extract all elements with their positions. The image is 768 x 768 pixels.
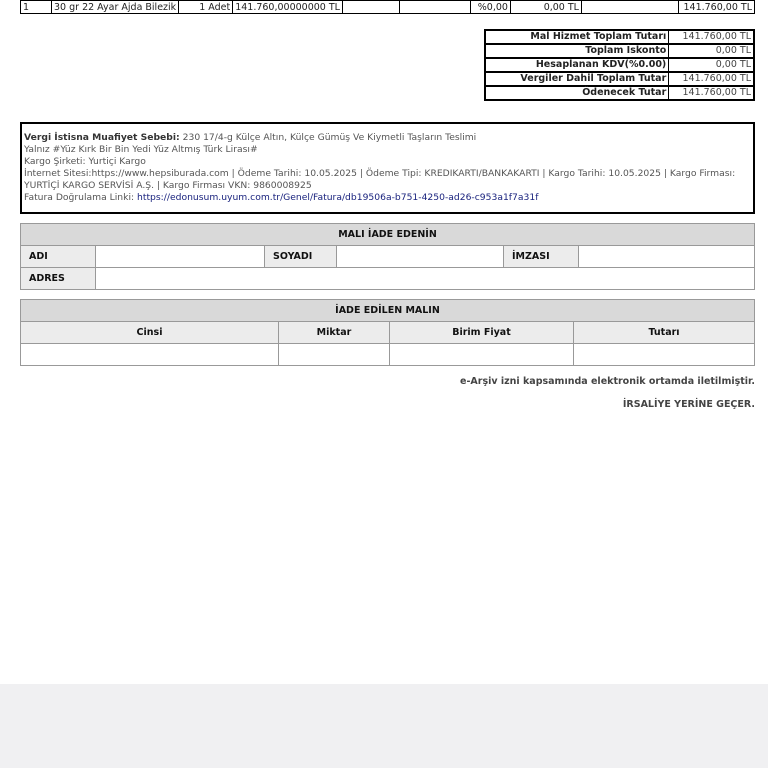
totals-label: Vergiler Dahil Toplam Tutar xyxy=(485,72,669,86)
item-unit-price: 141.760,00000000 TL xyxy=(233,1,343,14)
returned-type-cell[interactable] xyxy=(21,344,279,366)
totals-row xyxy=(485,44,754,58)
return-person-table xyxy=(20,223,755,290)
totals-value: 141.760,00 TL xyxy=(669,86,754,100)
name-label: ADI xyxy=(21,246,96,268)
totals-label: Ödenecek Tutar xyxy=(485,86,669,100)
name-field[interactable] xyxy=(96,246,265,268)
page-bottom-background xyxy=(0,684,768,768)
order-info-line2: YURTİÇİ KARGO SERVİSİ A.Ş. | Kargo Firması VKN: 9860008925 xyxy=(24,180,312,191)
address-label: ADRES xyxy=(21,268,96,290)
column-header-unit-price: Birim Fiyat xyxy=(390,322,574,344)
e-archive-notice: e-Arşiv izni kapsamında elektronik ortamda iletilmiştir. xyxy=(460,376,755,387)
item-quantity: 1 Adet xyxy=(179,1,233,14)
totals-row xyxy=(485,30,754,44)
column-header-type: Cinsi xyxy=(21,322,279,344)
order-info-line1: İnternet Sitesi:https://www.hepsiburada.com | Ödeme Tarihi: 10.05.2025 | Ödeme Tipi: KREDIKARTI/BANKAKARTI | Kargo Tarihi: 10.05.2025 | Kargo Firması: xyxy=(24,168,736,179)
item-kdv-amount: 0,00 TL xyxy=(510,1,581,14)
returned-goods-title: İADE EDİLEN MALIN xyxy=(21,300,755,322)
cargo-company: Kargo Şirketi: Yurtiçi Kargo xyxy=(24,156,146,167)
totals-label: Hesaplanan KDV(%0.00) xyxy=(485,58,669,72)
totals-value: 141.760,00 TL xyxy=(669,30,754,44)
totals-label: Toplam İskonto xyxy=(485,44,669,58)
invoice-notes-box xyxy=(20,122,755,214)
column-header-amount: Tutarı xyxy=(574,322,755,344)
totals-table xyxy=(484,29,755,101)
exemption-reason xyxy=(24,132,751,144)
item-empty-cell xyxy=(581,1,678,14)
totals-value: 0,00 TL xyxy=(669,58,754,72)
exemption-label: Vergi İstisna Muafiyet Sebebi: xyxy=(24,132,180,143)
totals-row xyxy=(485,86,754,100)
waybill-notice: İRSALİYE YERİNE GEÇER. xyxy=(622,399,755,410)
exemption-text: 230 17/4-g Külçe Altın, Külçe Gümüş Ve Kiymetli Taşların Teslimi xyxy=(182,132,477,143)
item-index: 1 xyxy=(21,1,52,14)
totals-label: Mal Hizmet Toplam Tutarı xyxy=(485,30,669,44)
totals-row xyxy=(485,72,754,86)
return-person-title: MALI İADE EDENİN xyxy=(21,224,755,246)
returned-goods-table xyxy=(20,299,755,366)
returned-unit-price-cell[interactable] xyxy=(390,344,574,366)
item-name: 30 gr 22 Ayar Ajda Bilezik xyxy=(52,1,179,14)
surname-label: SOYADI xyxy=(265,246,337,268)
returned-amount-cell[interactable] xyxy=(574,344,755,366)
totals-value: 141.760,00 TL xyxy=(669,72,754,86)
item-empty-cell xyxy=(342,1,399,14)
verification-link[interactable]: https://edonusum.uyum.com.tr/Genel/Fatura/db19506a-b751-4250-ad26-c953a1f7a31f xyxy=(137,192,539,203)
surname-field[interactable] xyxy=(337,246,504,268)
column-header-quantity: Miktar xyxy=(279,322,390,344)
item-kdv-rate: %0,00 xyxy=(470,1,510,14)
signature-field[interactable] xyxy=(579,246,755,268)
signature-label: İMZASI xyxy=(504,246,579,268)
verification-row xyxy=(24,192,751,204)
totals-row xyxy=(485,58,754,72)
verification-label: Fatura Doğrulama Linki: xyxy=(24,192,135,203)
returned-quantity-cell[interactable] xyxy=(279,344,390,366)
item-empty-cell xyxy=(399,1,470,14)
amount-in-words: Yalnız #Yüz Kırk Bir Bin Yedi Yüz Altmış Türk Lirası# xyxy=(24,144,258,155)
address-field[interactable] xyxy=(96,268,755,290)
totals-value: 0,00 TL xyxy=(669,44,754,58)
item-total: 141.760,00 TL xyxy=(678,1,754,14)
invoice-item-row xyxy=(20,0,755,14)
